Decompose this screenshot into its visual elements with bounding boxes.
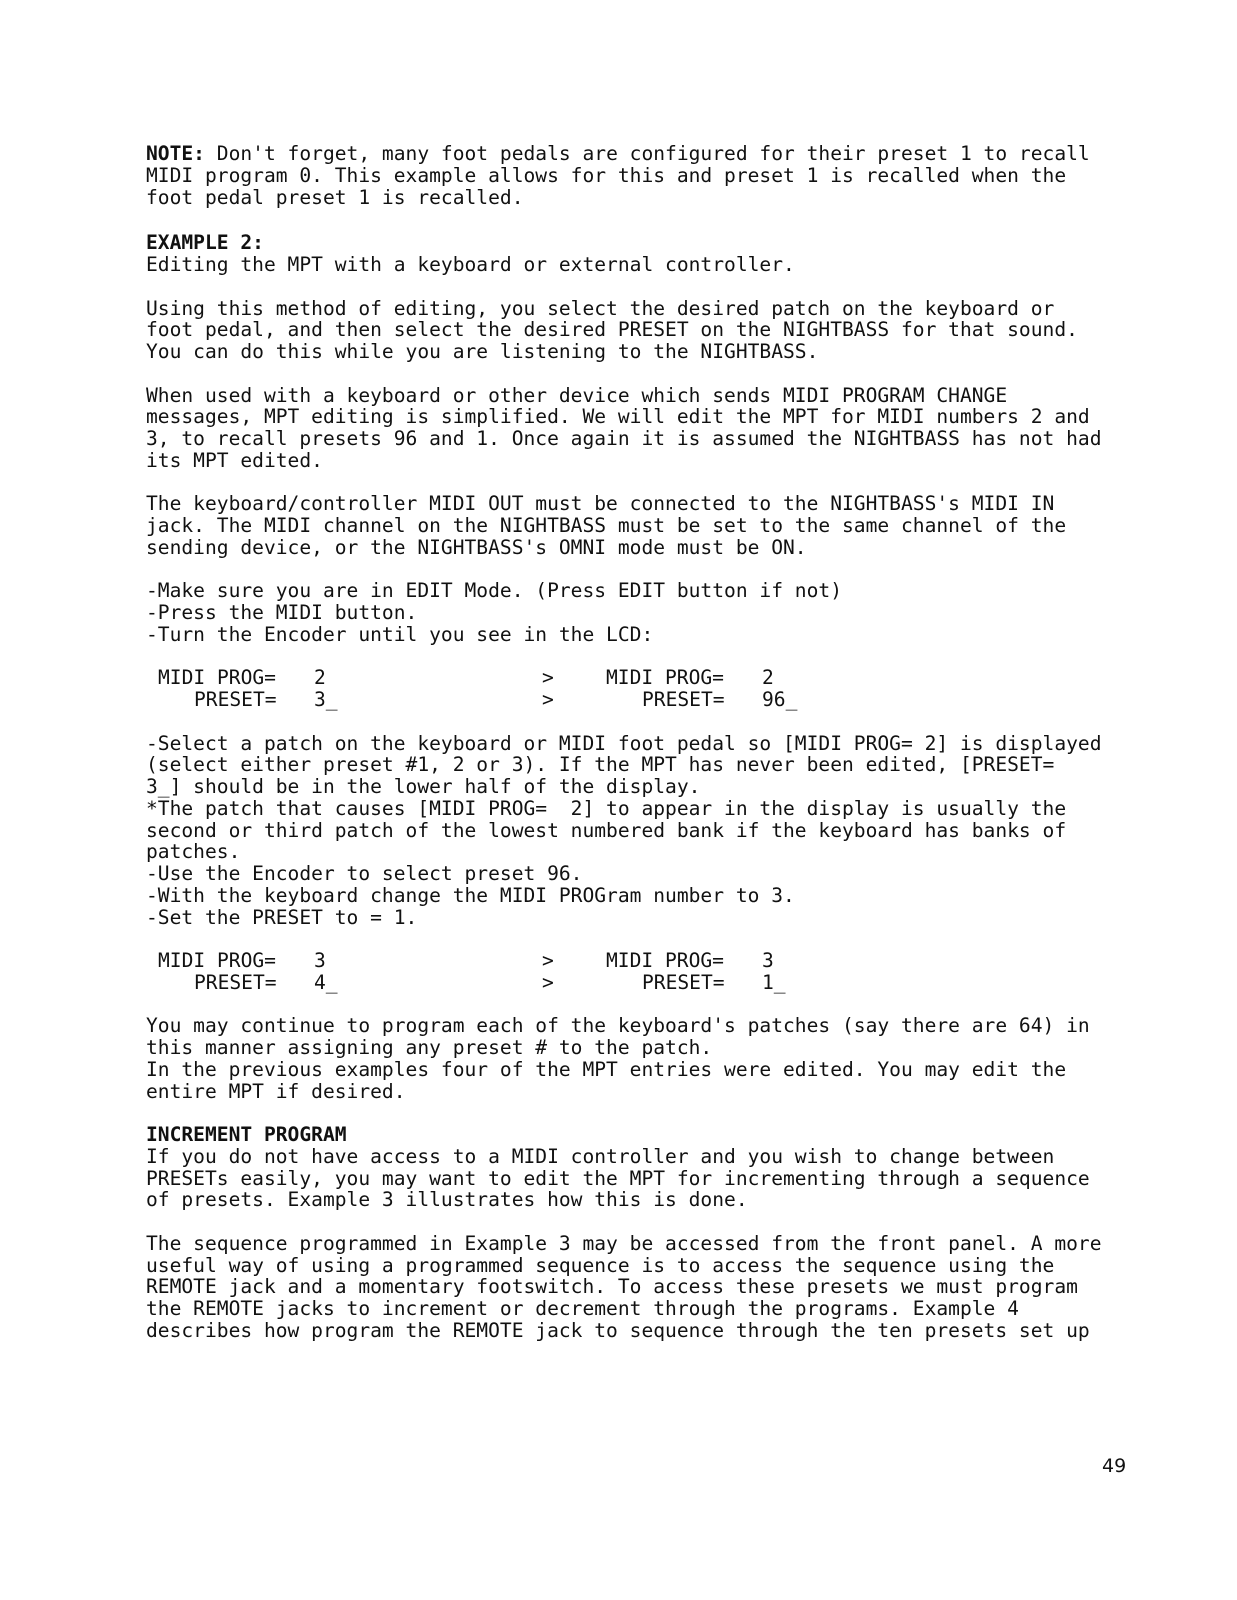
paragraph-line: useful way of using a programmed sequence is to access the sequence using the (146, 1253, 1055, 1277)
note-text: Don't forget, many foot pedals are configured for their preset 1 to recall (204, 142, 1090, 165)
lcd-value: 3 (314, 949, 326, 972)
spacer (146, 928, 1146, 950)
paragraph-line: Using this method of editing, you select the desired patch on the keyboard or (146, 296, 1055, 320)
step-line: -Make sure you are in EDIT Mode. (Press EDIT button if not) (146, 579, 842, 603)
lcd-value: 3 (762, 949, 774, 972)
lcd-value: 3_ (314, 688, 338, 711)
lcd-label: MIDI PROG= (158, 949, 276, 972)
spacer (146, 1102, 1146, 1124)
lcd-label: PRESET= (194, 688, 277, 711)
step-line: (select either preset #1, 2 or 3). If the MPT has never been edited, [PRESET= (146, 753, 1055, 777)
manual-page (146, 143, 1146, 1342)
spacer (146, 646, 1146, 668)
step-line: 3_] should be in the lower half of the display. (146, 775, 701, 798)
paragraph (146, 1233, 1146, 1342)
lcd-value: 2 (314, 666, 326, 690)
paragraph-line: the REMOTE jacks to increment or decrement through the programs. Example 4 (146, 1297, 1019, 1320)
note-line: foot pedal preset 1 is recalled. (146, 185, 524, 209)
spacer (146, 472, 1146, 494)
lcd-row-midi-prog (146, 667, 1146, 689)
spacer (146, 363, 1146, 385)
example-2-block (146, 232, 1146, 276)
increment-program-section (146, 1124, 1146, 1211)
paragraph-line: sending device, or the NIGHTBASS's OMNI mode must be ON. (146, 535, 807, 559)
step-line: -Turn the Encoder until you see in the LCD: (146, 622, 654, 646)
lcd-label: PRESET= (642, 688, 725, 711)
lcd-row-preset (146, 972, 1146, 994)
spacer (146, 276, 1146, 298)
step-line: -Select a patch on the keyboard or MIDI foot pedal so [MIDI PROG= 2] is displayed (146, 731, 1102, 755)
lcd-value: 2 (762, 666, 774, 690)
paragraph (146, 493, 1146, 558)
paragraph-line: If you do not have access to a MIDI controller and you wish to change between (146, 1144, 1055, 1168)
lcd-arrow: > (542, 970, 554, 994)
paragraph-line: of presets. Example 3 illustrates how this is done. (146, 1188, 748, 1212)
paragraph-line: When used with a keyboard or other device which sends MIDI PROGRAM CHANGE (146, 383, 1008, 407)
paragraph (146, 385, 1146, 472)
example-2-subtitle: Editing the MPT with a keyboard or external controller. (146, 253, 795, 276)
note-block (146, 143, 1146, 208)
paragraph-line: REMOTE jack and a momentary footswitch. To access these presets we must program (146, 1275, 1078, 1299)
step-line: second or third patch of the lowest numbered bank if the keyboard has banks of (146, 818, 1067, 842)
paragraph (146, 298, 1146, 363)
lcd-label: MIDI PROG= (158, 666, 276, 690)
steps-list (146, 580, 1146, 645)
step-line: -Press the MIDI button. (146, 601, 418, 624)
lcd-value: 1_ (762, 970, 786, 994)
steps-list (146, 733, 1146, 929)
spacer (146, 994, 1146, 1016)
paragraph-line: jack. The MIDI channel on the NIGHTBASS must be set to the same channel of the (146, 514, 1067, 537)
paragraph-line: The sequence programmed in Example 3 may be accessed from the front panel. A more (146, 1231, 1102, 1255)
lcd-value: 4_ (314, 970, 338, 994)
step-line: -Set the PRESET to = 1. (146, 905, 418, 929)
spacer (146, 559, 1146, 581)
paragraph-line: The keyboard/controller MIDI OUT must be connected to the NIGHTBASS's MIDI IN (146, 492, 1055, 516)
paragraph-line: describes how program the REMOTE jack to sequence through the ten presets set up (146, 1318, 1090, 1342)
lcd-arrow: > (542, 666, 554, 690)
lcd-value: 96_ (762, 688, 798, 711)
lcd-row-preset (146, 689, 1146, 711)
paragraph-line: You can do this while you are listening to the NIGHTBASS. (146, 340, 819, 363)
paragraph-line: PRESETs easily, you may want to edit the MPT for incrementing through a sequence (146, 1166, 1090, 1190)
paragraph-line: messages, MPT editing is simplified. We will edit the MPT for MIDI numbers 2 and (146, 405, 1090, 429)
step-line: *The patch that causes [MIDI PROG= 2] to appear in the display is usually the (146, 796, 1067, 820)
section-heading: INCREMENT PROGRAM (146, 1123, 347, 1146)
paragraph-line: its MPT edited. (146, 448, 323, 472)
note-label: NOTE: (146, 142, 205, 165)
lcd-label: MIDI PROG= (606, 666, 724, 690)
paragraph-line: In the previous examples four of the MPT entries were edited. You may edit the (146, 1057, 1067, 1081)
lcd-arrow: > (542, 949, 554, 972)
paragraph (146, 1015, 1146, 1102)
note-line: MIDI program 0. This example allows for this and preset 1 is recalled when the (146, 163, 1067, 187)
lcd-display-example-2 (146, 950, 1146, 994)
lcd-row-midi-prog (146, 950, 1146, 972)
paragraph-line: entire MPT if desired. (146, 1079, 406, 1103)
paragraph-line: You may continue to program each of the keyboard's patches (say there are 64) in (146, 1014, 1090, 1038)
page-number: 49 (1102, 1455, 1127, 1477)
lcd-label: PRESET= (194, 970, 277, 994)
paragraph-line: this manner assigning any preset # to the patch. (146, 1036, 713, 1059)
lcd-label: PRESET= (642, 970, 725, 994)
step-line: -With the keyboard change the MIDI PROGram number to 3. (146, 883, 795, 907)
step-line: patches. (146, 840, 241, 864)
lcd-arrow: > (542, 688, 554, 711)
note-line-1 (146, 143, 1146, 165)
paragraph-line: foot pedal, and then select the desired PRESET on the NIGHTBASS for that sound. (146, 318, 1078, 342)
step-line: -Use the Encoder to select preset 96. (146, 862, 583, 885)
spacer (146, 208, 1146, 232)
paragraph-line: 3, to recall presets 96 and 1. Once again it is assumed the NIGHTBASS has not had (146, 427, 1102, 450)
example-2-heading: EXAMPLE 2: (146, 231, 264, 255)
lcd-label: MIDI PROG= (606, 949, 724, 972)
spacer (146, 1211, 1146, 1233)
lcd-display-example-1 (146, 667, 1146, 711)
spacer (146, 711, 1146, 733)
